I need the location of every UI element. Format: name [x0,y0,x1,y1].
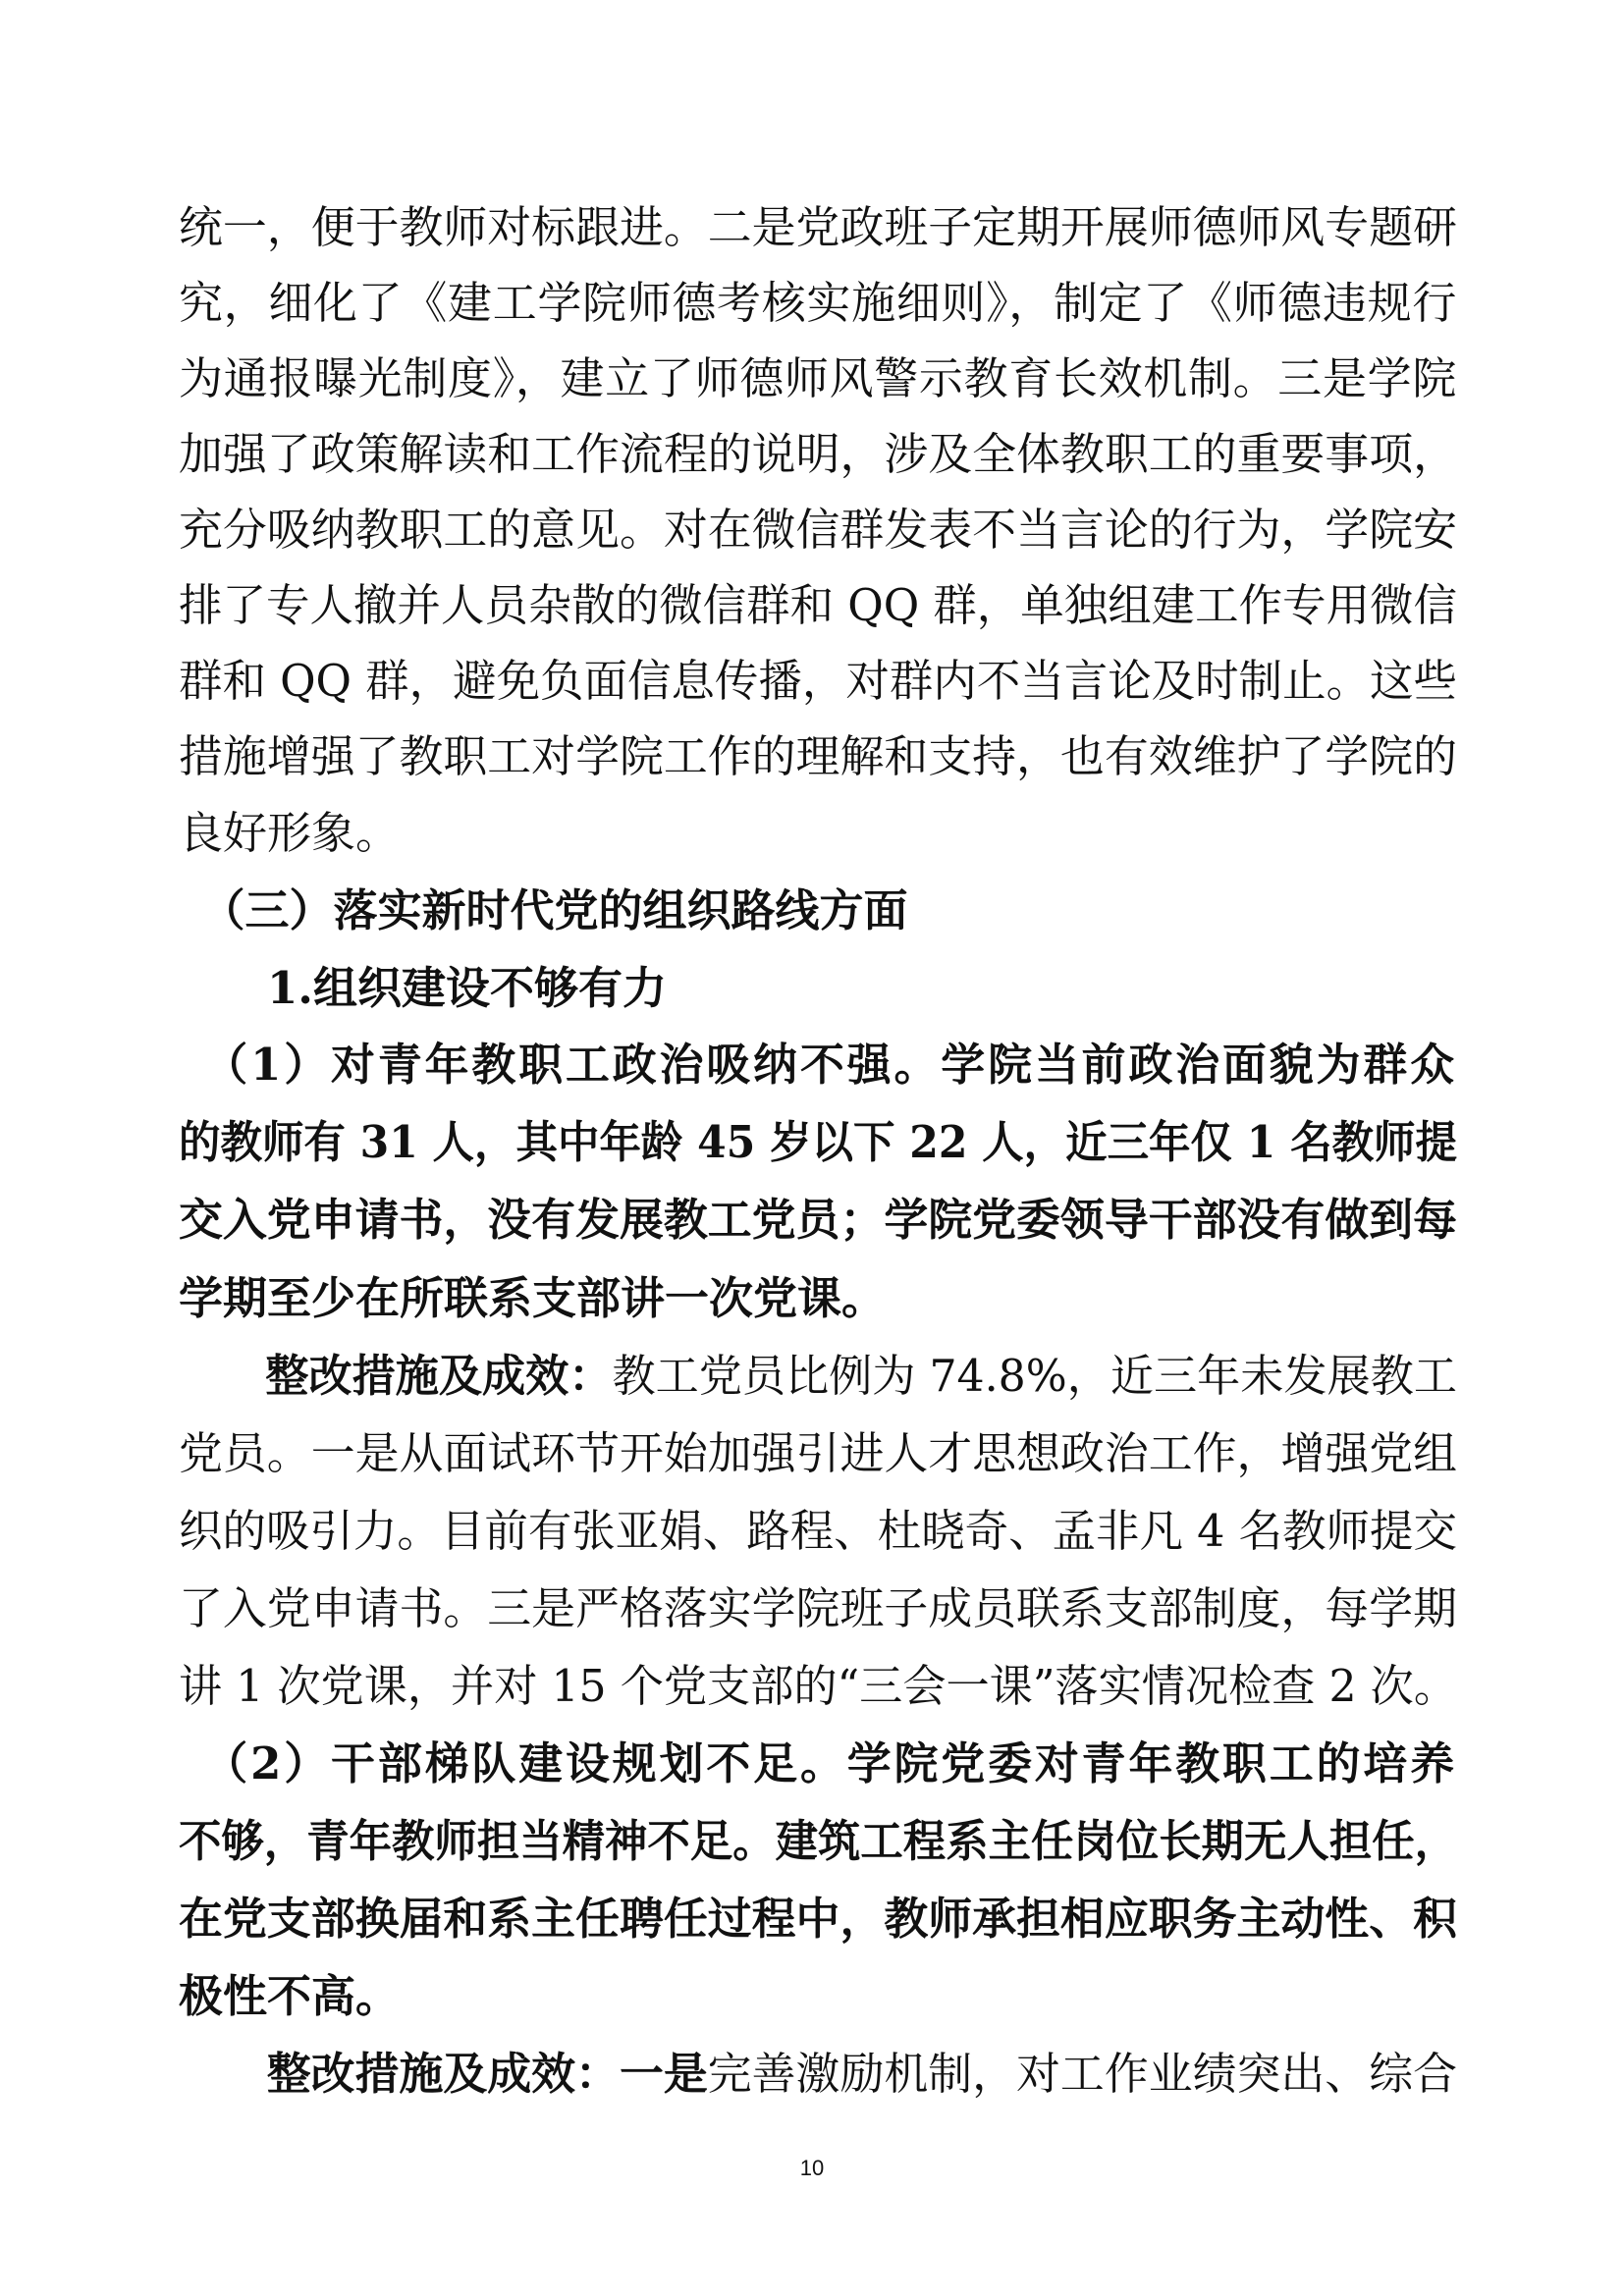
text-run: 排了专人撤并人员杂散的微信群和 QQ 群，单独组建工作专用微信 [179,579,1457,631]
text-line [0,1342,1624,1411]
text-run: 良好形象。 [179,807,401,859]
text-run: 措施增强了教职工对学院工作的理解和支持，也有效维护了学院的 [179,730,1457,782]
text-line [0,571,1624,640]
bold-text-run: 在党支部换届和系主任聘任过程中，教师承担相应职务主动性、积 [179,1893,1457,1945]
text-run: 群和 QQ 群，避免负面信息传播，对群内不当言论及时制止。这些 [179,655,1457,707]
text-line [0,722,1624,791]
bold-text-run: 整改措施及成效： [179,1350,613,1402]
text-line [0,269,1624,338]
text-run: 讲 1 次党课，并对 15 个党支部的“三会一课”落实情况检查 2 次。 [179,1660,1457,1712]
text-line [0,1730,1624,1798]
text-line [0,1031,1624,1099]
bold-text-run: 整改措施及成效：一是 [179,2048,708,2100]
text-line [0,496,1624,564]
bold-text-run: 的教师有 31 人，其中年龄 45 岁以下 22 人，近三年仅 1 名教师提 [179,1116,1457,1168]
text-line [0,1186,1624,1255]
text-line [0,193,1624,262]
page-number: 10 [799,2156,825,2180]
text-run: 教工党员比例为 74.8%，近三年未发展教工 [612,1350,1457,1402]
text-run: 为通报曝光制度》，建立了师德师风警示教育长效机制。三是学院 [179,352,1457,404]
bold-text-run: （1）对青年教职工政治吸纳不强。学院当前政治面貌为群众 [179,1039,1457,1091]
text-line [0,954,1624,1023]
bold-text-run: （三）落实新时代党的组织路线方面 [179,884,908,936]
text-line [0,1575,1624,1643]
bold-text-run: 1.组织建设不够有力 [179,962,667,1014]
text-line [0,1807,1624,1876]
text-run: 充分吸纳教职工的意见。对在微信群发表不当言论的行为，学院安 [179,504,1457,556]
text-run: 统一，便于教师对标跟进。二是党政班子定期开展师德师风专题研 [179,201,1457,253]
bold-text-run: 学期至少在所联系支部讲一次党课。 [179,1272,887,1324]
text-line [0,420,1624,489]
text-line [0,1497,1624,1566]
text-run: 究，细化了《建工学院师德考核实施细则》，制定了《师德违规行 [179,277,1457,329]
bold-text-run: 极性不高。 [179,1970,401,2022]
text-line [0,1419,1624,1488]
text-run: 加强了政策解读和工作流程的说明，涉及全体教职工的重要事项， [179,428,1457,480]
text-line [0,1885,1624,1953]
text-line [0,799,1624,868]
bold-text-run: 不够，青年教师担当精神不足。建筑工程系主任岗位长期无人担任， [179,1815,1457,1867]
bold-text-run: （2）干部梯队建设规划不足。学院党委对青年教职工的培养 [179,1737,1457,1789]
text-run: 了入党申请书。三是严格落实学院班子成员联系支部制度，每学期 [179,1582,1457,1634]
bold-text-run: 交入党申请书，没有发展教工党员；学院党委领导干部没有做到每 [179,1194,1457,1246]
text-line [0,1264,1624,1333]
text-line [0,1108,1624,1177]
text-run: 党员。一是从面试环节开始加强引进人才思想政治工作，增强党组 [179,1427,1457,1479]
text-line [0,2040,1624,2109]
text-line [0,877,1624,945]
text-line [0,345,1624,413]
text-line [0,647,1624,716]
text-run: 织的吸引力。目前有张亚娟、路程、杜晓奇、孟非凡 4 名教师提交 [179,1505,1457,1557]
text-run: 完善激励机制，对工作业绩突出、综合 [707,2048,1457,2100]
text-line [0,1962,1624,2031]
text-line [0,1652,1624,1721]
